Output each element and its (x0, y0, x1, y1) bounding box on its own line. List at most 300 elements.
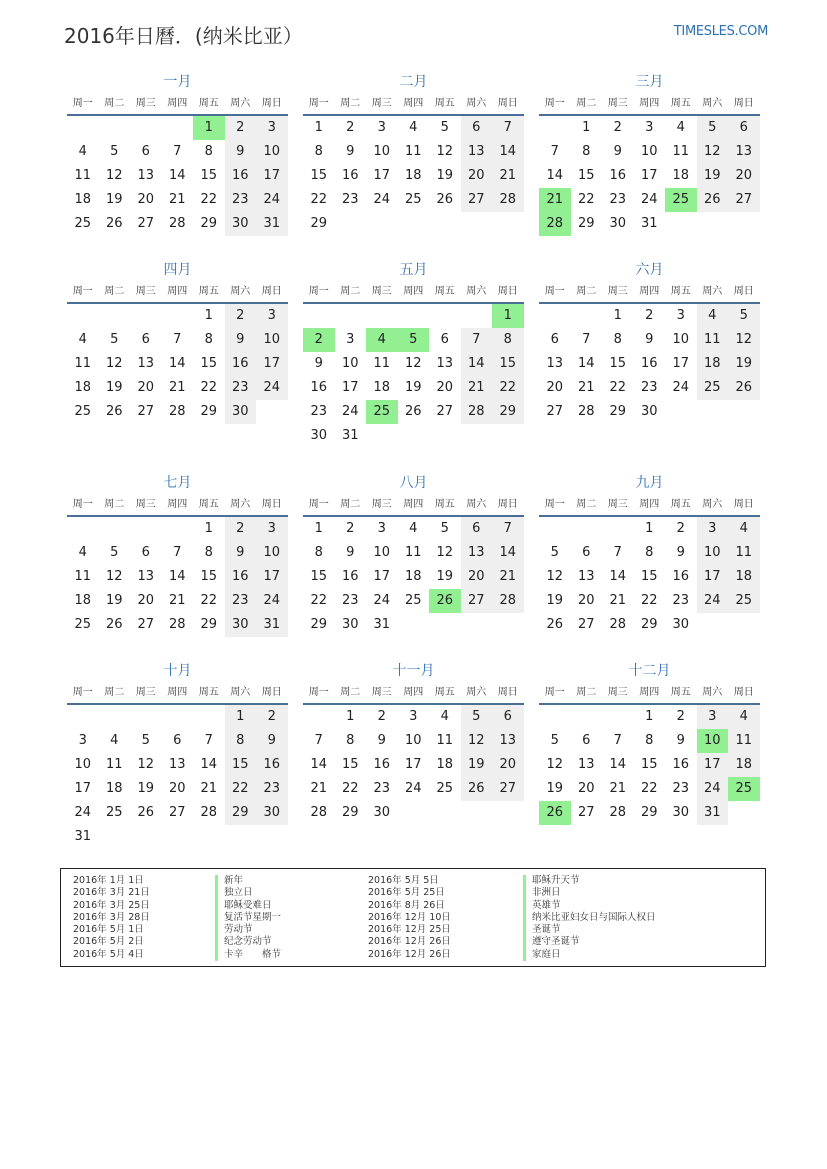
day-cell: 23 (225, 376, 257, 400)
holiday-date: 2016年 3月 25日 (73, 899, 150, 911)
day-cell: 31 (640, 216, 658, 231)
day-cell: 29 (640, 805, 658, 820)
day-cell: 12 (105, 168, 123, 183)
day-cell: 14 (546, 168, 564, 183)
day-cell: 25 (404, 593, 422, 608)
day-cell: 12 (137, 757, 155, 772)
day-cell: 22 (609, 380, 627, 395)
weekday-label: 周一 (72, 98, 93, 109)
day-cell: 2 (645, 308, 654, 323)
month-5 (303, 260, 524, 448)
day-cell: 19 (404, 380, 422, 395)
day-cell: 4 (697, 304, 729, 328)
weekday-header (67, 495, 288, 517)
weekday-label: 周五 (670, 687, 691, 698)
empty-cell (130, 517, 162, 541)
day-cell: 8 (613, 332, 622, 347)
weekday-label: 周三 (135, 286, 156, 297)
holiday-name: 独立日 (224, 887, 253, 899)
day-cell: 22 (640, 593, 658, 608)
weekday-header (67, 683, 288, 705)
day-cell: 23 (373, 781, 391, 796)
empty-cell (571, 705, 603, 729)
month-title: 三月 (635, 74, 664, 90)
day-cell: 12 (697, 140, 729, 164)
day-cell: 12 (404, 356, 422, 371)
day-cell: 30 (373, 805, 391, 820)
empty-cell (539, 705, 571, 729)
month-12 (539, 661, 760, 825)
day-cell: 4 (728, 705, 760, 729)
weekday-label: 周日 (261, 499, 282, 510)
weekday-label: 周日 (261, 98, 282, 109)
day-cell: 4 (110, 733, 119, 748)
weekday-label: 周二 (340, 98, 361, 109)
holiday-day-cell: 2 (303, 328, 335, 352)
day-cell: 11 (728, 729, 760, 753)
weekday-label: 周一 (308, 98, 329, 109)
empty-cell (602, 517, 634, 541)
day-cell: 10 (256, 328, 288, 352)
holiday-name: 英雄节 (532, 899, 561, 911)
day-cell: 6 (440, 332, 449, 347)
day-cell: 3 (377, 521, 386, 536)
day-cell: 30 (225, 400, 257, 424)
weekday-label: 周三 (607, 499, 628, 510)
weekday-label: 周六 (702, 687, 723, 698)
day-cell: 10 (74, 757, 92, 772)
day-cell: 8 (492, 328, 524, 352)
day-cell: 7 (550, 144, 559, 159)
weekday-label: 周三 (135, 687, 156, 698)
day-cell: 8 (346, 733, 355, 748)
weekday-header (539, 282, 760, 304)
day-cell: 21 (168, 593, 186, 608)
day-cell: 29 (310, 617, 328, 632)
day-cell: 14 (168, 168, 186, 183)
day-cell: 7 (613, 733, 622, 748)
day-cell: 22 (492, 376, 524, 400)
day-cell: 4 (409, 521, 418, 536)
day-cell: 1 (314, 521, 323, 536)
day-cell: 15 (200, 569, 218, 584)
weekday-label: 周二 (104, 499, 125, 510)
day-cell: 10 (256, 140, 288, 164)
day-cell: 4 (728, 517, 760, 541)
day-cell: 11 (728, 541, 760, 565)
day-cell: 26 (105, 617, 123, 632)
weekday-label: 周二 (340, 687, 361, 698)
weekday-label: 周六 (702, 98, 723, 109)
day-cell: 3 (256, 116, 288, 140)
day-cell: 21 (461, 376, 493, 400)
day-cell: 11 (672, 144, 690, 159)
day-cell: 21 (492, 164, 524, 188)
day-cell: 26 (105, 404, 123, 419)
day-cell: 10 (672, 332, 690, 347)
day-cell: 15 (310, 569, 328, 584)
month-9 (539, 473, 760, 637)
weekday-label: 周日 (497, 687, 518, 698)
day-grid (303, 116, 524, 236)
empty-cell (539, 304, 571, 328)
day-cell: 27 (137, 404, 155, 419)
day-cell: 7 (492, 517, 524, 541)
day-cell: 5 (440, 521, 449, 536)
site-link[interactable]: TIMESLES.COM (673, 24, 768, 39)
holiday-day-cell: 28 (539, 212, 571, 236)
day-cell: 17 (640, 168, 658, 183)
month-8 (303, 473, 524, 637)
day-cell: 22 (310, 192, 328, 207)
day-cell: 15 (640, 757, 658, 772)
day-cell: 11 (404, 144, 422, 159)
empty-cell (130, 116, 162, 140)
day-grid (303, 517, 524, 637)
weekday-label: 周一 (308, 687, 329, 698)
empty-cell (461, 304, 493, 328)
holiday-day-cell: 5 (398, 328, 430, 352)
day-cell: 29 (577, 216, 595, 231)
day-cell: 24 (256, 589, 288, 613)
weekday-label: 周一 (544, 286, 565, 297)
day-cell: 6 (173, 733, 182, 748)
day-cell: 25 (74, 216, 92, 231)
day-cell: 5 (110, 144, 119, 159)
weekday-label: 周四 (639, 687, 660, 698)
weekday-label: 周五 (670, 499, 691, 510)
day-cell: 14 (577, 356, 595, 371)
day-cell: 24 (672, 380, 690, 395)
day-cell: 2 (346, 521, 355, 536)
day-cell: 27 (436, 404, 454, 419)
holiday-name: 纪念劳动节 (224, 936, 272, 948)
weekday-label: 周二 (576, 98, 597, 109)
holiday-day-cell: 26 (429, 589, 461, 613)
day-cell: 24 (697, 589, 729, 613)
day-cell: 20 (137, 593, 155, 608)
day-cell: 18 (404, 569, 422, 584)
day-grid (67, 304, 288, 424)
day-cell: 29 (200, 617, 218, 632)
day-cell: 13 (461, 140, 493, 164)
weekday-label: 周一 (308, 286, 329, 297)
holiday-date: 2016年 3月 28日 (73, 911, 150, 923)
day-cell: 7 (204, 733, 213, 748)
day-cell: 13 (137, 168, 155, 183)
empty-cell (67, 705, 99, 729)
weekday-label: 周四 (167, 499, 188, 510)
empty-cell (303, 304, 335, 328)
day-cell: 4 (78, 545, 87, 560)
day-cell: 12 (105, 569, 123, 584)
day-cell: 10 (373, 545, 391, 560)
day-cell: 9 (377, 733, 386, 748)
month-3 (539, 72, 760, 236)
day-cell: 23 (310, 404, 328, 419)
month-2 (303, 72, 524, 236)
day-cell: 14 (609, 569, 627, 584)
weekday-label: 周二 (576, 499, 597, 510)
day-cell: 3 (697, 517, 729, 541)
day-cell: 20 (577, 781, 595, 796)
day-cell: 5 (110, 545, 119, 560)
holiday-day-cell: 10 (697, 729, 729, 753)
day-cell: 20 (137, 380, 155, 395)
weekday-label: 周五 (434, 687, 455, 698)
weekday-label: 周四 (403, 98, 424, 109)
day-cell: 23 (341, 192, 359, 207)
weekday-header (303, 495, 524, 517)
day-cell: 29 (310, 216, 328, 231)
weekday-label: 周二 (340, 499, 361, 510)
day-cell: 5 (728, 304, 760, 328)
holiday-day-cell: 4 (366, 328, 398, 352)
day-cell: 13 (728, 140, 760, 164)
day-cell: 18 (697, 352, 729, 376)
day-grid (539, 116, 760, 236)
day-cell: 21 (168, 380, 186, 395)
day-cell: 27 (137, 216, 155, 231)
empty-cell (193, 705, 225, 729)
day-cell: 9 (645, 332, 654, 347)
day-cell: 7 (582, 332, 591, 347)
page-title: 2016年日曆．(纳米比亚） (64, 24, 303, 48)
day-cell: 7 (492, 116, 524, 140)
weekday-label: 周五 (434, 286, 455, 297)
day-cell: 19 (137, 781, 155, 796)
day-cell: 3 (346, 332, 355, 347)
day-cell: 28 (168, 404, 186, 419)
empty-cell (571, 304, 603, 328)
day-cell: 16 (256, 753, 288, 777)
empty-cell (162, 517, 194, 541)
day-cell: 27 (728, 188, 760, 212)
day-cell: 6 (141, 545, 150, 560)
day-cell: 17 (697, 565, 729, 589)
weekday-header (67, 282, 288, 304)
holiday-day-cell: 21 (539, 188, 571, 212)
holiday-name: 劳动节 (224, 924, 253, 936)
day-cell: 7 (173, 332, 182, 347)
day-cell: 2 (377, 709, 386, 724)
day-cell: 27 (137, 617, 155, 632)
day-grid (303, 705, 524, 825)
empty-cell (162, 705, 194, 729)
day-grid (539, 705, 760, 825)
weekday-label: 周六 (466, 286, 487, 297)
day-cell: 5 (110, 332, 119, 347)
weekday-label: 周五 (198, 687, 219, 698)
day-cell: 17 (341, 380, 359, 395)
day-cell: 2 (613, 120, 622, 135)
day-cell: 3 (256, 304, 288, 328)
empty-cell (99, 517, 131, 541)
day-cell: 20 (546, 380, 564, 395)
day-cell: 27 (168, 805, 186, 820)
weekday-label: 周二 (104, 286, 125, 297)
empty-cell (130, 705, 162, 729)
day-cell: 21 (492, 565, 524, 589)
day-cell: 2 (676, 709, 685, 724)
month-6 (539, 260, 760, 424)
day-cell: 7 (613, 545, 622, 560)
day-cell: 17 (74, 781, 92, 796)
day-cell: 2 (225, 304, 257, 328)
day-cell: 27 (546, 404, 564, 419)
day-cell: 11 (404, 545, 422, 560)
day-cell: 26 (436, 192, 454, 207)
weekday-label: 周一 (308, 499, 329, 510)
day-cell: 20 (461, 565, 493, 589)
weekday-label: 周三 (371, 499, 392, 510)
day-cell: 17 (373, 569, 391, 584)
day-cell: 10 (640, 144, 658, 159)
day-cell: 5 (697, 116, 729, 140)
day-cell: 14 (461, 352, 493, 376)
day-cell: 21 (310, 781, 328, 796)
day-cell: 28 (168, 216, 186, 231)
day-cell: 2 (225, 517, 257, 541)
weekday-label: 周一 (72, 499, 93, 510)
day-cell: 18 (672, 168, 690, 183)
day-cell: 21 (609, 781, 627, 796)
day-cell: 6 (141, 332, 150, 347)
holiday-date: 2016年 3月 21日 (73, 887, 150, 899)
day-cell: 27 (461, 188, 493, 212)
day-cell: 30 (225, 613, 257, 637)
day-grid (303, 304, 524, 448)
weekday-label: 周二 (576, 687, 597, 698)
weekday-label: 周六 (230, 286, 251, 297)
day-cell: 2 (346, 120, 355, 135)
day-cell: 3 (78, 733, 87, 748)
day-cell: 6 (141, 144, 150, 159)
empty-cell (539, 517, 571, 541)
day-cell: 27 (461, 589, 493, 613)
day-cell: 31 (256, 613, 288, 637)
day-cell: 28 (577, 404, 595, 419)
day-cell: 31 (256, 212, 288, 236)
day-cell: 31 (373, 617, 391, 632)
day-cell: 12 (728, 328, 760, 352)
day-cell: 15 (577, 168, 595, 183)
day-cell: 22 (341, 781, 359, 796)
day-cell: 31 (74, 829, 92, 844)
day-cell: 25 (74, 404, 92, 419)
day-cell: 20 (728, 164, 760, 188)
day-cell: 1 (582, 120, 591, 135)
day-cell: 6 (728, 116, 760, 140)
day-cell: 8 (204, 545, 213, 560)
day-cell: 19 (436, 168, 454, 183)
day-cell: 11 (373, 356, 391, 371)
holiday-date: 2016年 12月 26日 (368, 936, 451, 948)
weekday-label: 周五 (434, 499, 455, 510)
weekday-label: 周六 (702, 286, 723, 297)
day-grid (67, 517, 288, 637)
weekday-label: 周三 (135, 98, 156, 109)
day-cell: 30 (672, 617, 690, 632)
empty-cell (99, 304, 131, 328)
day-cell: 28 (461, 400, 493, 424)
month-title: 十一月 (392, 663, 435, 679)
day-cell: 29 (200, 216, 218, 231)
day-cell: 18 (404, 168, 422, 183)
day-cell: 16 (225, 352, 257, 376)
weekday-label: 周四 (167, 687, 188, 698)
day-cell: 29 (609, 404, 627, 419)
day-cell: 2 (225, 116, 257, 140)
day-cell: 12 (436, 545, 454, 560)
holiday-date: 2016年 5月 4日 (73, 948, 144, 960)
day-cell: 6 (550, 332, 559, 347)
day-cell: 15 (200, 356, 218, 371)
day-cell: 5 (550, 545, 559, 560)
day-cell: 24 (341, 404, 359, 419)
day-cell: 22 (310, 593, 328, 608)
weekday-label: 周六 (230, 687, 251, 698)
weekday-label: 周三 (607, 98, 628, 109)
day-cell: 6 (582, 733, 591, 748)
month-title: 七月 (163, 475, 192, 491)
empty-cell (99, 116, 131, 140)
holiday-list (60, 868, 766, 967)
empty-cell (602, 705, 634, 729)
day-cell: 24 (404, 781, 422, 796)
day-cell: 19 (436, 569, 454, 584)
day-cell: 12 (436, 144, 454, 159)
empty-cell (571, 517, 603, 541)
holiday-name: 复活节星期一 (224, 911, 282, 923)
day-cell: 1 (613, 308, 622, 323)
day-cell: 21 (577, 380, 595, 395)
day-cell: 4 (440, 709, 449, 724)
day-cell: 8 (225, 729, 257, 753)
empty-cell (366, 304, 398, 328)
weekday-label: 周日 (733, 286, 754, 297)
day-cell: 15 (310, 168, 328, 183)
day-cell: 28 (492, 188, 524, 212)
day-cell: 19 (105, 380, 123, 395)
day-cell: 14 (492, 541, 524, 565)
day-cell: 20 (461, 164, 493, 188)
holiday-day-cell: 26 (539, 801, 571, 825)
day-cell: 14 (310, 757, 328, 772)
day-cell: 16 (341, 569, 359, 584)
day-cell: 10 (697, 541, 729, 565)
weekday-label: 周五 (670, 286, 691, 297)
day-cell: 1 (346, 709, 355, 724)
day-cell: 31 (697, 801, 729, 825)
holiday-name: 圣诞节 (532, 924, 561, 936)
day-cell: 15 (225, 753, 257, 777)
holiday-date: 2016年 1月 1日 (73, 875, 144, 886)
weekday-label: 周三 (607, 687, 628, 698)
weekday-header (303, 94, 524, 116)
weekday-label: 周日 (733, 499, 754, 510)
holiday-day-cell: 1 (193, 116, 225, 140)
day-cell: 20 (436, 380, 454, 395)
day-cell: 3 (676, 308, 685, 323)
month-11 (303, 661, 524, 825)
day-cell: 12 (546, 757, 564, 772)
day-cell: 2 (676, 521, 685, 536)
holiday-name: 卡辛 格节 (224, 948, 282, 960)
holiday-name: 非洲日 (532, 887, 561, 899)
day-cell: 9 (225, 328, 257, 352)
day-cell: 17 (256, 164, 288, 188)
